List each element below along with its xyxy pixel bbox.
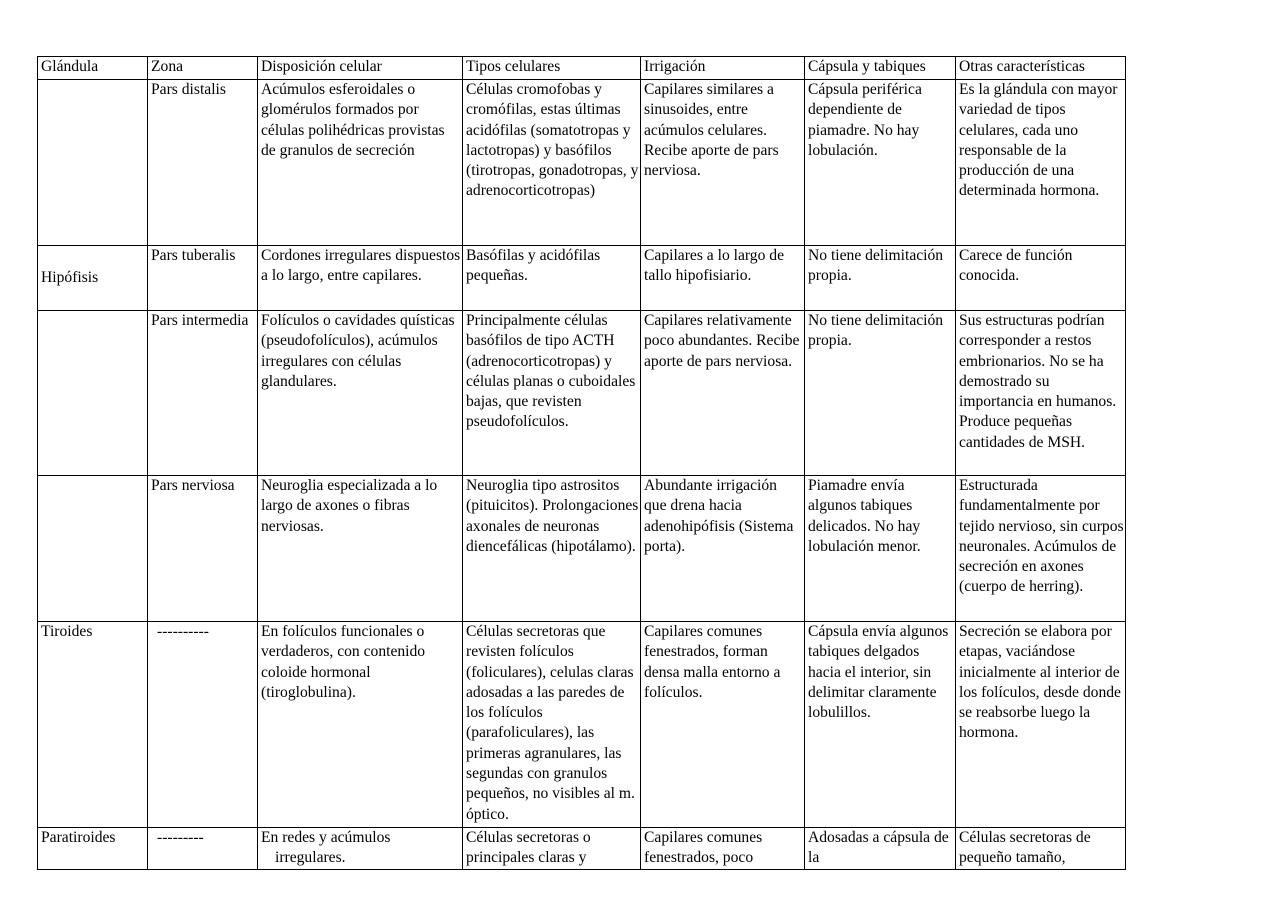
cell-glandula xyxy=(38,311,148,476)
cell-capsula: Piamadre envía algunos tabiques delicados. No hay lobulación menor. xyxy=(805,476,956,622)
table-row xyxy=(38,80,1126,246)
cell-otras: Estructurada fundamentalmente por tejido nervioso, sin curpos neuronales. Acúmulos de secreción en axones (cuerpo de herring). xyxy=(956,476,1126,622)
cell-glandula xyxy=(38,80,148,246)
cell-disposicion: Cordones irregulares dispuestos a lo largo, entre capilares. xyxy=(258,246,463,311)
column-header: Disposición celular xyxy=(258,57,463,80)
cell-disposicion: Neuroglia especializada a lo largo de axones o fibras nerviosas. xyxy=(258,476,463,622)
table-row xyxy=(38,828,1126,870)
cell-tipos: Células secretoras que revisten folículos (foliculares), celulas claras adosadas a las paredes de los folículos (parafoliculares), las primeras agranulares, las segundas con granulos pequeños, no visibles al m. óptico. xyxy=(463,622,641,828)
column-header: Cápsula y tabiques xyxy=(805,57,956,80)
column-header: Irrigación xyxy=(641,57,805,80)
table-header-row xyxy=(38,57,1126,80)
cell-tipos: Basófilas y acidófilas pequeñas. xyxy=(463,246,641,311)
cell-irrigacion: Capilares a lo largo de tallo hipofisiario. xyxy=(641,246,805,311)
cell-disposicion-text: En redes y acúmulos irregulares. xyxy=(261,829,391,867)
table-row xyxy=(38,246,1126,311)
cell-zona: Pars nerviosa xyxy=(148,476,258,622)
cell-zona: Pars tuberalis xyxy=(148,246,258,311)
cell-tipos: Neuroglia tipo astrositos (pituicitos). Prolongaciones axonales de neuronas diencefálicas (hipotálamo). xyxy=(463,476,641,622)
cell-irrigacion: Capilares comunes fenestrados, forman densa malla entorno a folículos. xyxy=(641,622,805,828)
cell-glandula xyxy=(38,476,148,622)
cell-tipos: Principalmente células basófilos de tipo ACTH (adrenocorticotropas) y células planas o cuboidales bajas, que revisten pseudofolículos. xyxy=(463,311,641,476)
cell-glandula: Paratiroides xyxy=(38,828,148,870)
cell-disposicion: Folículos o cavidades quísticas (pseudofolículos), acúmulos irregulares con células glandulares. xyxy=(258,311,463,476)
cell-otras: Secreción se elabora por etapas, vaciándose inicialmente al interior de los folículos, desde donde se reabsorbe luego la hormona. xyxy=(956,622,1126,828)
cell-zona: Pars distalis xyxy=(148,80,258,246)
column-header: Otras características xyxy=(956,57,1126,80)
cell-zona: Pars intermedia xyxy=(148,311,258,476)
cell-irrigacion: Capilares comunes fenestrados, poco xyxy=(641,828,805,870)
cell-capsula: No tiene delimitación propia. xyxy=(805,311,956,476)
cell-zona xyxy=(148,828,258,870)
glands-table xyxy=(37,56,1126,870)
cell-capsula: Cápsula periférica dependiente de piamadre. No hay lobulación. xyxy=(805,80,956,246)
column-header: Zona xyxy=(148,57,258,80)
cell-otras: Es la glándula con mayor variedad de tipos celulares, cada uno responsable de la producción de una determinada hormona. xyxy=(956,80,1126,246)
table-row xyxy=(38,311,1126,476)
cell-disposicion xyxy=(258,828,463,870)
cell-irrigacion: Capilares similares a sinusoides, entre acúmulos celulares. Recibe aporte de pars nerviosa. xyxy=(641,80,805,246)
cell-disposicion: Acúmulos esferoidales o glomérulos formados por células polihédricas provistas de granulos de secreción xyxy=(258,80,463,246)
table-row xyxy=(38,476,1126,622)
cell-glandula: Hipófisis xyxy=(38,246,148,311)
cell-irrigacion: Capilares relativamente poco abundantes. Recibe aporte de pars nerviosa. xyxy=(641,311,805,476)
cell-zona-dashes: ---------- xyxy=(157,623,209,640)
cell-disposicion: En folículos funcionales o verdaderos, con contenido coloide hormonal (tiroglobulina). xyxy=(258,622,463,828)
cell-capsula: No tiene delimitación propia. xyxy=(805,246,956,311)
cell-zona-dashes: --------- xyxy=(157,829,204,846)
column-header: Tipos celulares xyxy=(463,57,641,80)
cell-tipos: Células cromofobas y cromófilas, estas últimas acidófilas (somatotropas y lactotropas) y basófilos (tirotropas, gonadotropas, y adrenocorticotropas) xyxy=(463,80,641,246)
cell-otras: Sus estructuras podrían corresponder a restos embrionarios. No se ha demostrado su importancia en humanos. Produce pequeñas cantidades de MSH. xyxy=(956,311,1126,476)
cell-capsula: Cápsula envía algunos tabiques delgados hacia el interior, sin delimitar claramente lobulillos. xyxy=(805,622,956,828)
cell-glandula: Tiroides xyxy=(38,622,148,828)
cell-tipos: Células secretoras o principales claras y xyxy=(463,828,641,870)
cell-irrigacion: Abundante irrigación que drena hacia adenohipófisis (Sistema porta). xyxy=(641,476,805,622)
cell-otras: Células secretoras de pequeño tamaño, xyxy=(956,828,1126,870)
column-header: Glándula xyxy=(38,57,148,80)
table-row xyxy=(38,622,1126,828)
cell-zona xyxy=(148,622,258,828)
cell-capsula: Adosadas a cápsula de la xyxy=(805,828,956,870)
cell-otras: Carece de función conocida. xyxy=(956,246,1126,311)
